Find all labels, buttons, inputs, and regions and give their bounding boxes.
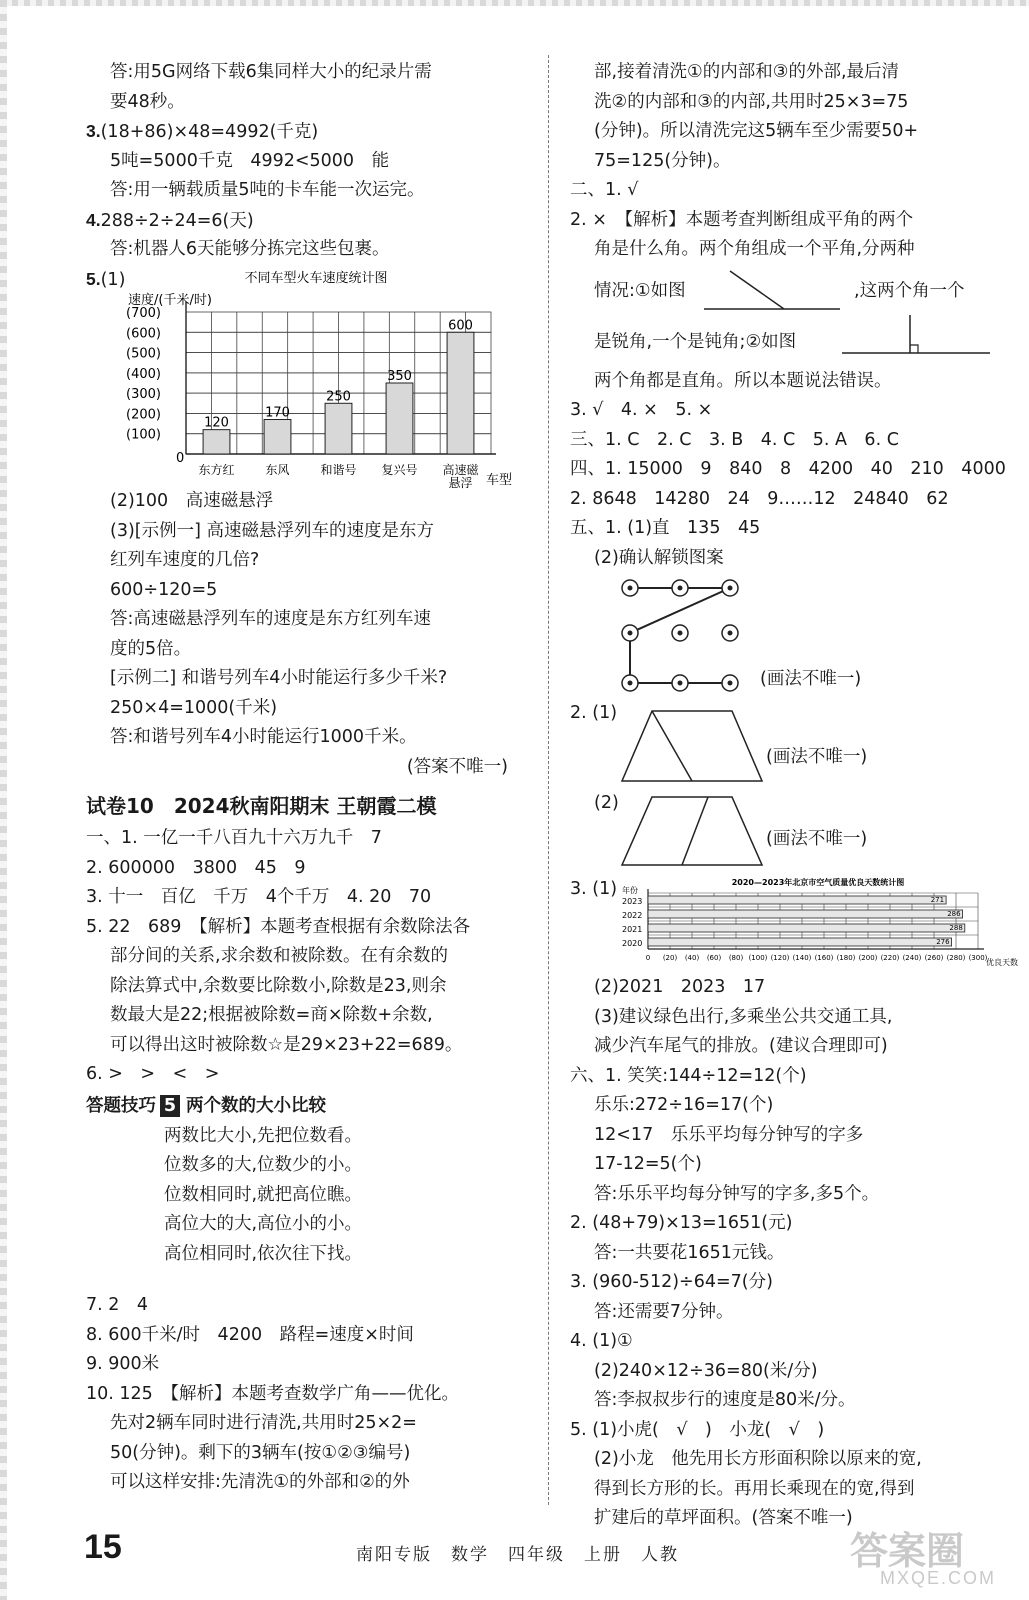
chart-x-tick-label: (300) [968, 954, 988, 962]
chart-data-label: 271 [930, 896, 945, 904]
answer-line: (分钟)。所以清洗完这5辆车至少需要50+ [594, 121, 919, 141]
watermark-logo: 答案圈 [850, 1531, 965, 1573]
chart-x-tick-label: (20) [662, 954, 678, 962]
chart-x-tick-label: (100) [748, 954, 768, 962]
answer-line: 答:还需要7分钟。 [594, 1301, 734, 1322]
train-speed-chart-svg [86, 262, 526, 490]
answer-text: ,这两个角一个 [854, 280, 965, 301]
answer-line: 可以这样安排:先清洗①的外部和②的外 [110, 1472, 410, 1492]
chart-bar [203, 430, 230, 454]
chart-title: 不同车型火车速度统计图 [244, 271, 388, 286]
answer-line: 250×4=1000(千米) [110, 697, 278, 718]
answer-line: 3. (960-512)÷64=7(分) [570, 1272, 773, 1292]
answer-line: 9. 900米 [86, 1354, 160, 1374]
chart-y-tick-label: 2021 [622, 925, 643, 934]
answer-line: 5. (1)小虎( √ ) 小龙( √ ) [570, 1419, 825, 1440]
tip-label: 答题技巧 [86, 1095, 156, 1116]
answer-text: 2. (1) [570, 703, 618, 723]
chart-x-tick-label: (60) [706, 954, 722, 962]
chart-bar [648, 924, 965, 932]
answer-line: [示例二] 和谐号列车4小时能运行多少千米? [110, 668, 448, 688]
chart-y-tick-label: (600) [126, 326, 161, 342]
footer-info: 南阳专版 数学 四年级 上册 人教 [356, 1545, 679, 1565]
chart-bar [648, 938, 952, 946]
air-quality-chart [570, 873, 1018, 973]
answer-line: 度的5倍。 [110, 638, 192, 659]
answer-line: 四、1. 15000 9 840 8 4200 40 210 4000 [570, 459, 1006, 479]
tip-number-badge: 5 [160, 1095, 180, 1117]
chart-y-label: 速度/(千米/时) [128, 293, 212, 308]
answer-line: 乐乐:272÷16=17(个) [594, 1095, 774, 1115]
answer-line: (2)确认解锁图案 [594, 547, 724, 568]
chart-data-label: 120 [204, 415, 229, 431]
answer-line: 4. (1)① [570, 1331, 633, 1351]
answer-line: 600÷120=5 [110, 579, 218, 600]
answer-line: 五、1. (1)直 135 45 [570, 518, 761, 538]
answer-line: 扩建后的草坪面积。(答案不唯一) [594, 1508, 853, 1528]
answer-line: 8. 600千米/时 4200 路程=速度×时间 [86, 1324, 414, 1345]
answer-line: (3)[示例一] 高速磁悬浮列车的速度是东方 [110, 520, 435, 541]
chart-y-tick-label: (200) [126, 407, 161, 423]
answer-line: 一、1. 一亿一千八百九十六万九千 7 [86, 828, 382, 848]
answer-text: (2) [594, 793, 619, 813]
answer-line: 部分间的关系,求余数和被除数。在有余数的 [110, 946, 449, 966]
chart-y-tick-label: (300) [126, 387, 161, 403]
chart-x-tick-label: (280) [946, 954, 966, 962]
answer-line: 5吨=5000千克 4992<5000 能 [110, 150, 390, 171]
answer-line: (3)建议绿色出行,多乘坐公共交通工具, [594, 1006, 893, 1027]
tip-poem-line: 高位大的大,高位小的小。 [164, 1214, 363, 1234]
chart-y-tick-label: (700) [126, 306, 161, 321]
chart-x-tick-label: 悬浮 [448, 476, 473, 490]
trapezoid-figure-2 [570, 793, 1010, 873]
chart-bar [386, 383, 413, 454]
chart-data-label: 600 [448, 318, 473, 334]
chart-y-tick-label: 2020 [622, 939, 643, 948]
answer-line: 7. 2 4 [86, 1295, 149, 1315]
chart-y-tick-label: (100) [126, 427, 161, 443]
trapezoid-figure-1 [570, 703, 1010, 793]
question-text: (18+86)×48=4992(千克) [100, 122, 319, 142]
chart-x-label: 优良天数 [986, 958, 1018, 967]
answer-line: 红列车速度的几倍? [110, 550, 260, 570]
answer-line: 答:一共要花1651元钱。 [594, 1242, 785, 1263]
answer-text: 是锐角,一个是钝角;②如图 [594, 331, 797, 352]
answer-line: 洗②的内部和③的内部,共用时25×3=75 [594, 91, 909, 112]
answer-line: 两个角都是直角。所以本题说法错误。 [594, 370, 892, 391]
chart-x-tick-label: (220) [880, 954, 900, 962]
answer-line: 答:李叔叔步行的速度是80米/分。 [594, 1390, 856, 1410]
question-number: 3. [86, 121, 101, 141]
tip-poem-line: 两数比大小,先把位数看。 [164, 1125, 363, 1146]
chart-x-label: 车型 [486, 473, 513, 488]
chart-y-tick-label: (500) [126, 346, 161, 362]
chart-y-tick-label: 2023 [622, 897, 643, 906]
train-speed-chart [86, 262, 526, 490]
answer-line: 答:机器人6天能够分拣完这些包裹。 [110, 239, 390, 259]
answer-line: 2. 600000 3800 45 9 [86, 857, 306, 878]
decorative-border-left [0, 0, 7, 1600]
watermark-url: MXQE.COM [880, 1568, 997, 1588]
answer-line [570, 317, 1010, 367]
answer-line: 75=125(分钟)。 [594, 150, 731, 171]
answer-line: 2. × 【解析】本题考查判断组成平角的两个 [570, 209, 914, 230]
tip-poem-line: 高位相同时,依次往下找。 [164, 1243, 363, 1264]
chart-bar [325, 403, 352, 454]
answer-line: 答:和谐号列车4小时能运行1000千米。 [110, 727, 417, 747]
section-heading: 试卷10 2024秋南阳期末 王朝霞二模 [86, 794, 437, 818]
chart-zero-label: 0 [176, 451, 185, 466]
answer-line: 二、1. √ [570, 180, 639, 200]
answer-text: 3. (1) [570, 879, 618, 899]
question-3 [86, 117, 526, 147]
answer-line: 除法算式中,余数要比除数小,除数是23,则余 [110, 975, 447, 996]
answer-line: 得到长方形的长。再用长乘现在的宽,得到 [594, 1478, 915, 1499]
chart-bar [648, 910, 963, 918]
trapezoid-svg-1 [620, 709, 770, 789]
tip-poem-line: 位数多的大,位数少的小。 [164, 1155, 363, 1175]
column-divider [548, 55, 549, 1505]
right-column [570, 58, 1018, 1534]
chart-bar [264, 420, 291, 454]
chart-x-tick-label: (160) [814, 954, 834, 962]
chart-data-label: 288 [949, 924, 963, 932]
chart-bar [648, 896, 946, 904]
chart-x-tick-label: (180) [836, 954, 856, 962]
tip-poem-line: 位数相同时,就把高位瞧。 [164, 1184, 363, 1205]
answer-line: (2)2021 2023 17 [594, 977, 766, 997]
left-column [86, 58, 526, 1498]
chart-data-label: 286 [947, 910, 961, 918]
tip-heading [86, 1090, 526, 1122]
chart-data-label: 250 [326, 389, 351, 405]
answer-line: (2)240×12÷36=80(米/分) [594, 1360, 818, 1381]
chart-data-label: 170 [265, 405, 290, 421]
chart-x-tick-label: (40) [684, 954, 700, 962]
drawing-note: (画法不唯一) [766, 829, 868, 849]
answer-text: 情况:①如图 [594, 280, 686, 301]
decorative-border-top [0, 0, 1029, 6]
chart-x-tick-label: (240) [902, 954, 922, 962]
question-number: 5. [86, 268, 101, 289]
drawing-note: (画法不唯一) [766, 747, 868, 767]
answer-line: 答:用5G网络下载6集同样大小的纪录片需 [110, 62, 432, 82]
question-text: 288÷2÷24=6(天) [100, 210, 254, 231]
chart-x-tick-label: 和谐号 [320, 463, 357, 477]
chart-y-label: 年份 [622, 886, 638, 895]
answer-line: (2)100 高速磁悬浮 [110, 491, 274, 511]
answer-line: 5. 22 689 【解析】本题考查根据有余数除法各 [86, 916, 471, 937]
answer-line: 可以得出这时被除数☆是29×23+22=689。 [110, 1034, 463, 1055]
answer-line: 部,接着清洗①的内部和③的外部,最后清 [594, 62, 900, 82]
answer-line: 2. (48+79)×13=1651(元) [570, 1213, 793, 1233]
chart-y-tick-label: 2022 [622, 911, 643, 920]
answer-line: 答:用一辆载质量5吨的卡车能一次运完。 [110, 180, 425, 200]
answer-line: (2)小龙 他先用长方形面积除以原来的宽, [594, 1449, 922, 1469]
answer-line: 17-12=5(个) [594, 1154, 702, 1174]
answer-line: 10. 125 【解析】本题考查数学广角——优化。 [86, 1383, 460, 1404]
answer-line: 3. 十一 百亿 千万 4个千万 4. 20 70 [86, 887, 432, 907]
air-quality-chart-svg [618, 873, 1018, 973]
answer-line: 三、1. C 2. C 3. B 4. C 5. A 6. C [570, 429, 899, 450]
answer-line: 2. 8648 14280 24 9……12 24840 62 [570, 488, 949, 509]
chart-title: 2020—2023年北京市空气质量优良天数统计图 [731, 878, 905, 887]
tip-title: 两个数的大小比较 [186, 1095, 326, 1116]
straight-angle-figure-1 [700, 267, 850, 317]
straight-angle-figure-2 [840, 309, 1000, 359]
chart-x-tick-label: (260) [924, 954, 944, 962]
chart-x-tick-label: (120) [770, 954, 790, 962]
chart-x-tick-label: 东方红 [198, 463, 235, 477]
chart-x-tick-label: 高速磁 [442, 463, 479, 477]
answer-line: 3. √ 4. × 5. × [570, 400, 713, 420]
chart-data-label: 276 [936, 938, 950, 946]
answer-line: 减少汽车尾气的排放。(建议合理即可) [594, 1036, 888, 1056]
chart-x-tick-label: 0 [645, 954, 651, 962]
drawing-note: (画法不唯一) [760, 669, 862, 689]
unlock-pattern-figure [570, 573, 1010, 703]
answer-line: 答:乐乐平均每分钟写的字多,多5个。 [594, 1183, 880, 1204]
chart-y-tick-label: (400) [126, 366, 161, 382]
question-4 [86, 206, 526, 236]
chart-x-tick-label: (140) [792, 954, 812, 962]
chart-data-label: 350 [387, 369, 412, 384]
answer-line: 12<17 乐乐平均每分钟写的字多 [594, 1124, 864, 1145]
question-text: (1) [100, 269, 126, 290]
answer-line: 六、1. 笑笑:144÷12=12(个) [570, 1065, 807, 1086]
answer-line: 数最大是22;根据被除数=商×除数+余数, [110, 1005, 433, 1025]
chart-x-tick-label: 东风 [265, 463, 290, 477]
trapezoid-svg-2 [620, 795, 770, 870]
chart-x-tick-label: (200) [858, 954, 878, 962]
page-number: 15 [84, 1528, 122, 1566]
chart-x-tick-label: (80) [728, 954, 744, 962]
chart-x-tick-label: 复兴号 [381, 463, 418, 477]
chart-bar [447, 332, 474, 454]
answer-line: 6. > > < > [86, 1064, 220, 1084]
question-number: 4. [86, 209, 101, 230]
answer-line: 先对2辆车同时进行清洗,共用时25×2= [110, 1413, 417, 1433]
answer-line: 要48秒。 [110, 91, 185, 112]
answer-line: 角是什么角。两个角组成一个平角,分两种 [594, 239, 915, 259]
answer-line: 答:高速磁悬浮列车的速度是东方红列车速 [110, 609, 431, 629]
answer-note: (答案不唯一) [406, 756, 508, 777]
answer-line: 50(分钟)。剩下的3辆车(按①②③编号) [110, 1442, 411, 1463]
